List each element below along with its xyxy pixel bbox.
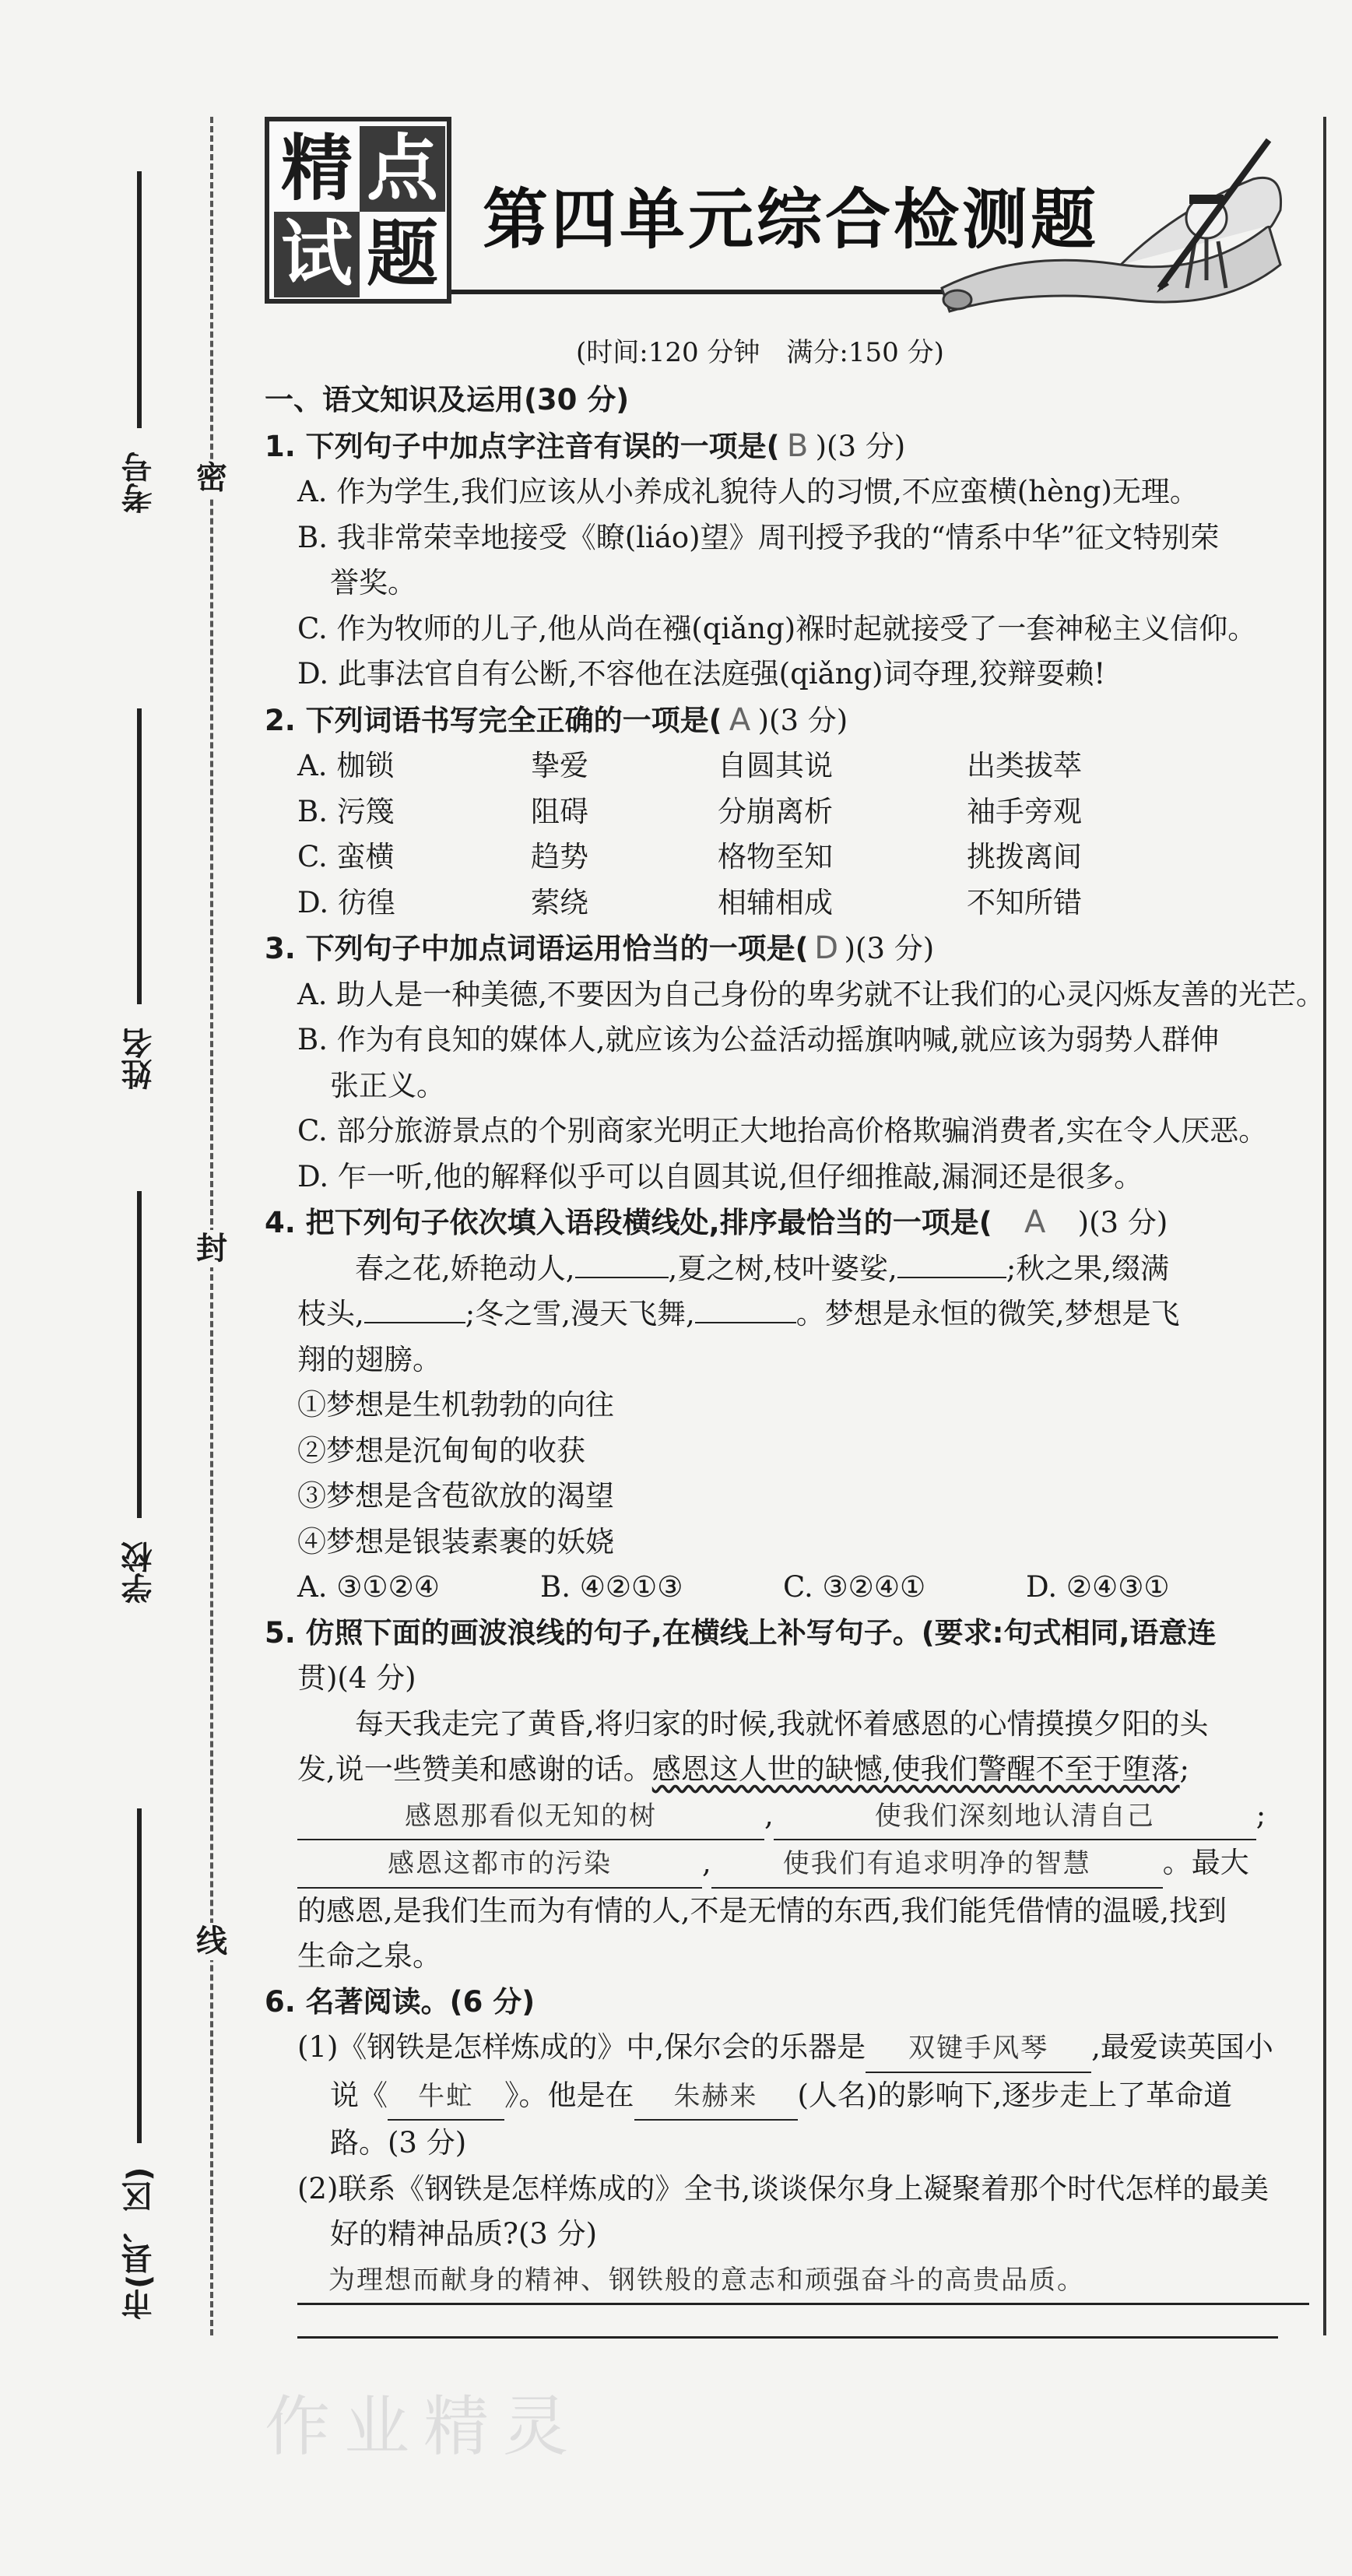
word-cell: 相辅相成 bbox=[718, 885, 833, 919]
fill-blank[interactable] bbox=[695, 1294, 796, 1323]
word-cell: 分崩离析 bbox=[718, 794, 833, 828]
sub-question: (2)联系《钢铁是怎样炼成的》全书,谈谈保尔身上凝聚着那个时代怎样的最美 bbox=[297, 2171, 1269, 2205]
exam-number-label: 考号 bbox=[121, 452, 157, 514]
answer-mark[interactable]: A bbox=[729, 701, 751, 738]
sentence-item: ④梦想是银装素裹的妖娆 bbox=[297, 1524, 614, 1559]
binding-dashed-line bbox=[210, 117, 213, 2335]
passage-line: 生命之泉。 bbox=[297, 1939, 441, 1973]
choice-row bbox=[265, 1565, 1300, 1611]
question-3 bbox=[265, 926, 1300, 972]
name-label: 姓名 bbox=[121, 1028, 157, 1090]
answer-line: 感恩这都市的污染 , 使我们有追求明净的智慧 。最大 bbox=[265, 1840, 1300, 1889]
passage-line: 每天我走完了黄昏,将归家的时候,我就怀着感恩的心情摸摸夕阳的头 bbox=[355, 1706, 1209, 1741]
choice: D. ②④③① bbox=[1026, 1570, 1170, 1604]
choice: C. ③②④① bbox=[783, 1570, 926, 1604]
exam-number-line[interactable] bbox=[137, 171, 142, 428]
sentence-item: ③梦想是含苞欲放的渴望 bbox=[297, 1479, 614, 1513]
logo-char: 题 bbox=[366, 213, 438, 296]
name-field bbox=[117, 685, 163, 1090]
city-label: 市(县、区) bbox=[121, 2167, 157, 2320]
option-line: D. 此事法官自有公断,不容他在法庭强(qiǎng)词夺理,狡辩耍赖! bbox=[297, 657, 1106, 691]
passage-line: 的感恩,是我们生而为有情的人,不是无情的东西,我们能凭借情的温暖,找到 bbox=[297, 1893, 1227, 1928]
passage-text: ,夏之树,枝叶婆娑, bbox=[668, 1251, 897, 1285]
question-score: )(3 分) bbox=[844, 932, 935, 965]
option-line: C. 部分旅游景点的个别商家光明正大地抬高价格欺骗消费者,实在令人厌恶。 bbox=[297, 1114, 1268, 1147]
option-line: D. 乍一听,他的解释似乎可以自圆其说,但仔细推敲,漏洞还是很多。 bbox=[297, 1159, 1143, 1193]
exam-number-field bbox=[117, 156, 163, 514]
word-row bbox=[265, 743, 1300, 789]
seal-char-xian: 线 bbox=[193, 1923, 230, 1960]
answer-line: 感恩那看似无知的树 , 使我们深刻地认清自己 ; bbox=[265, 1793, 1300, 1841]
word-cell: D. 彷徨 bbox=[297, 885, 395, 919]
question-5: 5. 仿照下面的画波浪线的句子,在横线上补写句子。(要求:句式相同,语意连 bbox=[265, 1615, 1217, 1650]
question-content bbox=[265, 378, 1326, 2339]
banner-rule bbox=[451, 290, 981, 294]
city-field bbox=[117, 1759, 163, 2320]
word-cell: 趋势 bbox=[531, 840, 588, 873]
question-stem: 1. 下列句子中加点字注音有误的一项是( bbox=[265, 429, 780, 463]
handwritten-answer[interactable]: 牛虻 bbox=[388, 2074, 504, 2121]
word-cell: C. 蛮横 bbox=[297, 840, 395, 873]
handwritten-answer[interactable]: 感恩这都市的污染 bbox=[297, 1841, 702, 1889]
city-line[interactable] bbox=[137, 1809, 142, 2144]
question-2 bbox=[265, 698, 1300, 744]
seal-char-mi: 密 bbox=[193, 459, 230, 497]
handwritten-answer[interactable]: 使我们深刻地认清自己 bbox=[774, 1794, 1256, 1841]
word-cell: 自圆其说 bbox=[718, 749, 833, 782]
passage-text: (人名)的影响下,逐步走上了革命道 bbox=[797, 2078, 1233, 2112]
logo-char: 精 bbox=[280, 127, 353, 210]
word-row bbox=[265, 789, 1300, 835]
handwritten-answer[interactable]: 双键手风琴 bbox=[866, 2026, 1091, 2073]
blank-answer-line[interactable] bbox=[297, 2305, 1278, 2339]
sentence-item: ①梦想是生机勃勃的向往 bbox=[297, 1388, 614, 1422]
option-line: 张正义。 bbox=[330, 1068, 445, 1102]
school-field bbox=[117, 1168, 163, 1604]
logo-char: 点 bbox=[360, 126, 445, 212]
school-label: 学校 bbox=[121, 1541, 157, 1604]
handwritten-answer[interactable]: 朱赫来 bbox=[634, 2074, 798, 2121]
passage-text: 枝头, bbox=[297, 1297, 364, 1330]
sub-question: 路。(3 分) bbox=[330, 2126, 467, 2160]
passage-line: 翔的翅膀。 bbox=[297, 1342, 441, 1376]
fill-blank[interactable] bbox=[575, 1249, 669, 1278]
option-line: 誉奖。 bbox=[330, 566, 416, 599]
name-line[interactable] bbox=[137, 708, 142, 1004]
option-line: C. 作为牧师的儿子,他从尚在襁(qiǎng)褓时起就接受了一套神秘主义信仰。 bbox=[297, 611, 1257, 645]
word-row bbox=[265, 835, 1300, 880]
passage-line bbox=[265, 1292, 1300, 1337]
passage-text: 。梦想是永恒的微笑,梦想是飞 bbox=[795, 1297, 1180, 1330]
question-stem: 3. 下列句子中加点词语运用恰当的一项是( bbox=[265, 932, 809, 965]
choice: B. ④②①③ bbox=[540, 1570, 683, 1604]
word-cell: 萦绕 bbox=[531, 885, 588, 919]
sub-question bbox=[265, 2073, 1300, 2121]
question-score: )(3 分) bbox=[1077, 1206, 1168, 1239]
logo-char: 试 bbox=[274, 212, 360, 297]
passage-line bbox=[265, 1747, 1300, 1793]
wavy-sentence: 感恩这人世的缺憾,使我们警醒不至于堕落 bbox=[651, 1752, 1180, 1786]
handwritten-answer[interactable]: 使我们有追求明净的智慧 bbox=[711, 1841, 1163, 1889]
word-cell: 阻碍 bbox=[531, 794, 588, 828]
word-row bbox=[265, 880, 1300, 926]
passage-text: 发,说一些赞美和感谢的话。 bbox=[297, 1752, 652, 1786]
option-line: A. 作为学生,我们应该从小养成礼貌待人的习惯,不应蛮横(hèng)无理。 bbox=[297, 475, 1199, 508]
option-line: B. 我非常荣幸地接受《瞭(liáo)望》周刊授予我的“情系中华”征文特别荣 bbox=[297, 520, 1220, 554]
watermark: 作业精灵 bbox=[265, 2388, 583, 2465]
passage-line bbox=[265, 1246, 1300, 1292]
time-score-info: (时间:120 分钟 满分:150 分) bbox=[576, 337, 944, 368]
logo-jingdian-shiti bbox=[265, 117, 451, 304]
option-line: A. 助人是一种美德,不要因为自己身份的卑劣就不让我们的心灵闪烁友善的光芒。 bbox=[297, 977, 1326, 1011]
scroll-pen-illustration bbox=[926, 132, 1300, 319]
school-line[interactable] bbox=[137, 1191, 142, 1518]
handwritten-answer[interactable]: 为理想而献身的精神、钢铁般的意志和顽强奋斗的高贵品质。 bbox=[297, 2258, 1309, 2306]
question-4 bbox=[265, 1200, 1300, 1246]
passage-text: ;冬之雪,漫天飞舞, bbox=[465, 1297, 695, 1330]
sub-question: 好的精神品质?(3 分) bbox=[330, 2217, 598, 2251]
word-cell: 不知所错 bbox=[967, 885, 1082, 919]
word-cell: 格物至知 bbox=[718, 840, 833, 873]
passage-text: 》。他是在 bbox=[504, 2078, 634, 2112]
word-cell: 袖手旁观 bbox=[967, 794, 1082, 828]
question-stem: 2. 下列词语书写完全正确的一项是( bbox=[265, 703, 722, 737]
word-cell: B. 污篾 bbox=[297, 794, 395, 828]
question-5-cont: 贯)(4 分) bbox=[297, 1661, 416, 1695]
question-score: )(3 分) bbox=[757, 703, 848, 737]
fill-blank[interactable] bbox=[897, 1249, 1006, 1278]
word-cell: 挑拨离间 bbox=[967, 840, 1082, 873]
question-1 bbox=[265, 423, 1300, 470]
fill-blank[interactable] bbox=[364, 1294, 465, 1323]
question-score: )(3 分) bbox=[815, 429, 906, 463]
passage-text: ,最爱读英国小 bbox=[1091, 2030, 1273, 2064]
sentence-item: ②梦想是沉甸甸的收获 bbox=[297, 1433, 585, 1467]
answer-mark[interactable]: D bbox=[814, 930, 838, 966]
passage-text: 春之花,娇艳动人, bbox=[355, 1251, 575, 1285]
question-6: 6. 名著阅读。(6 分) bbox=[265, 1984, 536, 2019]
passage-text: ;秋之果,缀满 bbox=[1006, 1251, 1170, 1285]
choice: A. ③①②④ bbox=[297, 1570, 440, 1604]
seal-char-feng: 封 bbox=[193, 1230, 230, 1267]
question-stem: 4. 把下列句子依次填入语段横线处,排序最恰当的一项是( bbox=[265, 1206, 992, 1239]
option-line: B. 作为有良知的媒体人,就应该为公益活动摇旗呐喊,就应该为弱势人群伸 bbox=[297, 1023, 1220, 1056]
passage-text: ; bbox=[1179, 1752, 1189, 1786]
page-title: 第四单元综合检测题 bbox=[483, 181, 1100, 258]
sub-question bbox=[265, 2025, 1300, 2073]
section-title: 一、语文知识及运用(30 分) bbox=[265, 383, 630, 416]
word-cell: 挚爱 bbox=[531, 749, 588, 782]
passage-text: 。最大 bbox=[1162, 1846, 1249, 1879]
word-cell: A. 枷锁 bbox=[297, 749, 395, 782]
answer-mark[interactable]: A bbox=[1024, 1204, 1046, 1240]
right-border-rule bbox=[1323, 117, 1326, 2335]
handwritten-answer[interactable]: 感恩那看似无知的树 bbox=[297, 1794, 764, 1841]
answer-mark[interactable]: B bbox=[786, 427, 809, 464]
passage-text: 说《 bbox=[330, 2078, 388, 2112]
word-cell: 出类拔萃 bbox=[967, 749, 1082, 782]
passage-text: (1)《钢铁是怎样炼成的》中,保尔会的乐器是 bbox=[297, 2030, 866, 2064]
